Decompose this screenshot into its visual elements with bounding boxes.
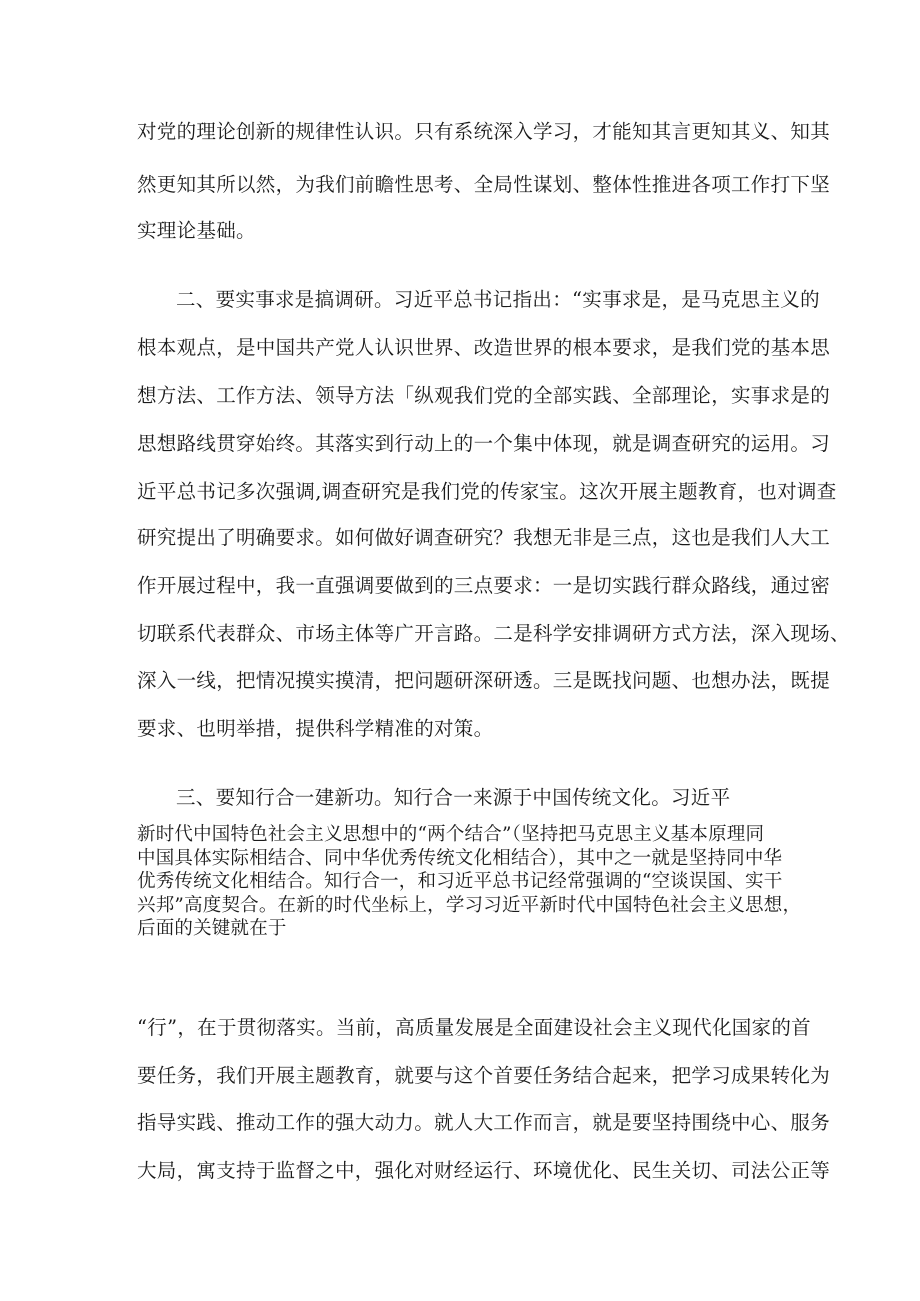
paragraph2-line-8: 切联系代表群众、市场主体等广开言路。二是科学安排调研方式方法，深入现场、	[137, 622, 850, 645]
paragraph2-line-10: 要求、也明举措，提供科学精准的对策。	[137, 717, 494, 740]
paragraph1-line-1: 对党的理论创新的规律性认识。只有系统深入学习，才能知其言更知其义、知其	[137, 120, 831, 143]
paragraph3-line-3: 指导实践、推动工作的强大动力。就人大工作而言，就是要坚持围绕中心、服务	[137, 1111, 831, 1134]
paragraph2-line-9: 深入一线，把情况摸实摸清，把问题研深研透。三是既找问题、也想办法，既提	[137, 669, 831, 692]
paragraph2-line-1: 二、要实事求是搞调研。习近平总书记指出：“实事求是，是马克思主义的	[176, 288, 820, 311]
paragraph3-compact-line-1: 新时代中国特色社会主义思想中的“两个结合”（坚持把马克思主义基本原理同	[137, 824, 765, 845]
paragraph3-line-2: 要任务，我们开展主题教育，就要与这个首要任务结合起来，把学习成果转化为	[137, 1064, 831, 1087]
paragraph1-line-2: 然更知其所以然，为我们前瞻性思考、全局性谋划、整体性推进各项工作打下坚	[137, 173, 831, 196]
paragraph1-line-3: 实理论基础。	[137, 219, 256, 242]
paragraph2-line-5: 近平总书记多次强调,调查研究是我们党的传家宝。这次开展主题教育，也对调查	[137, 480, 837, 503]
paragraph3-compact-block	[137, 823, 802, 941]
paragraph3-line-1: “行”，在于贯彻落实。当前，高质量发展是全面建设社会主义现代化国家的首	[137, 1016, 811, 1039]
paragraph2-line-2: 根本观点，是中国共产党人认识世界、改造世界的根本要求，是我们党的基本思	[137, 336, 831, 359]
paragraph3-compact-line-2: 中国具体实际相结合、同中华优秀传统文化相结合），其中之一就是坚持同中华	[137, 847, 783, 869]
paragraph2-line-3: 想方法、工作方法、领导方法「纵观我们党的全部实践、全部理论，实事求是的	[137, 384, 831, 407]
paragraph3-lead: 三、要知行合一建新功。知行合一来源于中国传统文化。习近平	[176, 786, 731, 809]
paragraph3-line-4: 大局，寓支持于监督之中，强化对财经运行、环境优化、民生关切、司法公正等	[137, 1159, 831, 1182]
paragraph2-line-7: 作开展过程中，我一直强调要做到的三点要求：一是切实践行群众路线，通过密	[137, 574, 831, 597]
paragraph3-compact-line-4: 兴邦”高度契合。在新的时代坐标上，学习习近平新时代中国特色社会主义思想，	[137, 894, 802, 916]
paragraph2-line-4: 思想路线贯穿始终。其落实到行动上的一个集中体现，就是调查研究的运用。习	[137, 432, 831, 455]
paragraph3-compact-line-5: 后面的关键就在于	[137, 918, 287, 939]
paragraph3-compact-line-3: 优秀传统文化相结合。知行合一，和习近平总书记经常强调的“空谈误国、实干	[137, 871, 783, 892]
paragraph2-line-6: 研究提出了明确要求。如何做好调查研究？我想无非是三点，这也是我们人大工	[137, 526, 831, 549]
